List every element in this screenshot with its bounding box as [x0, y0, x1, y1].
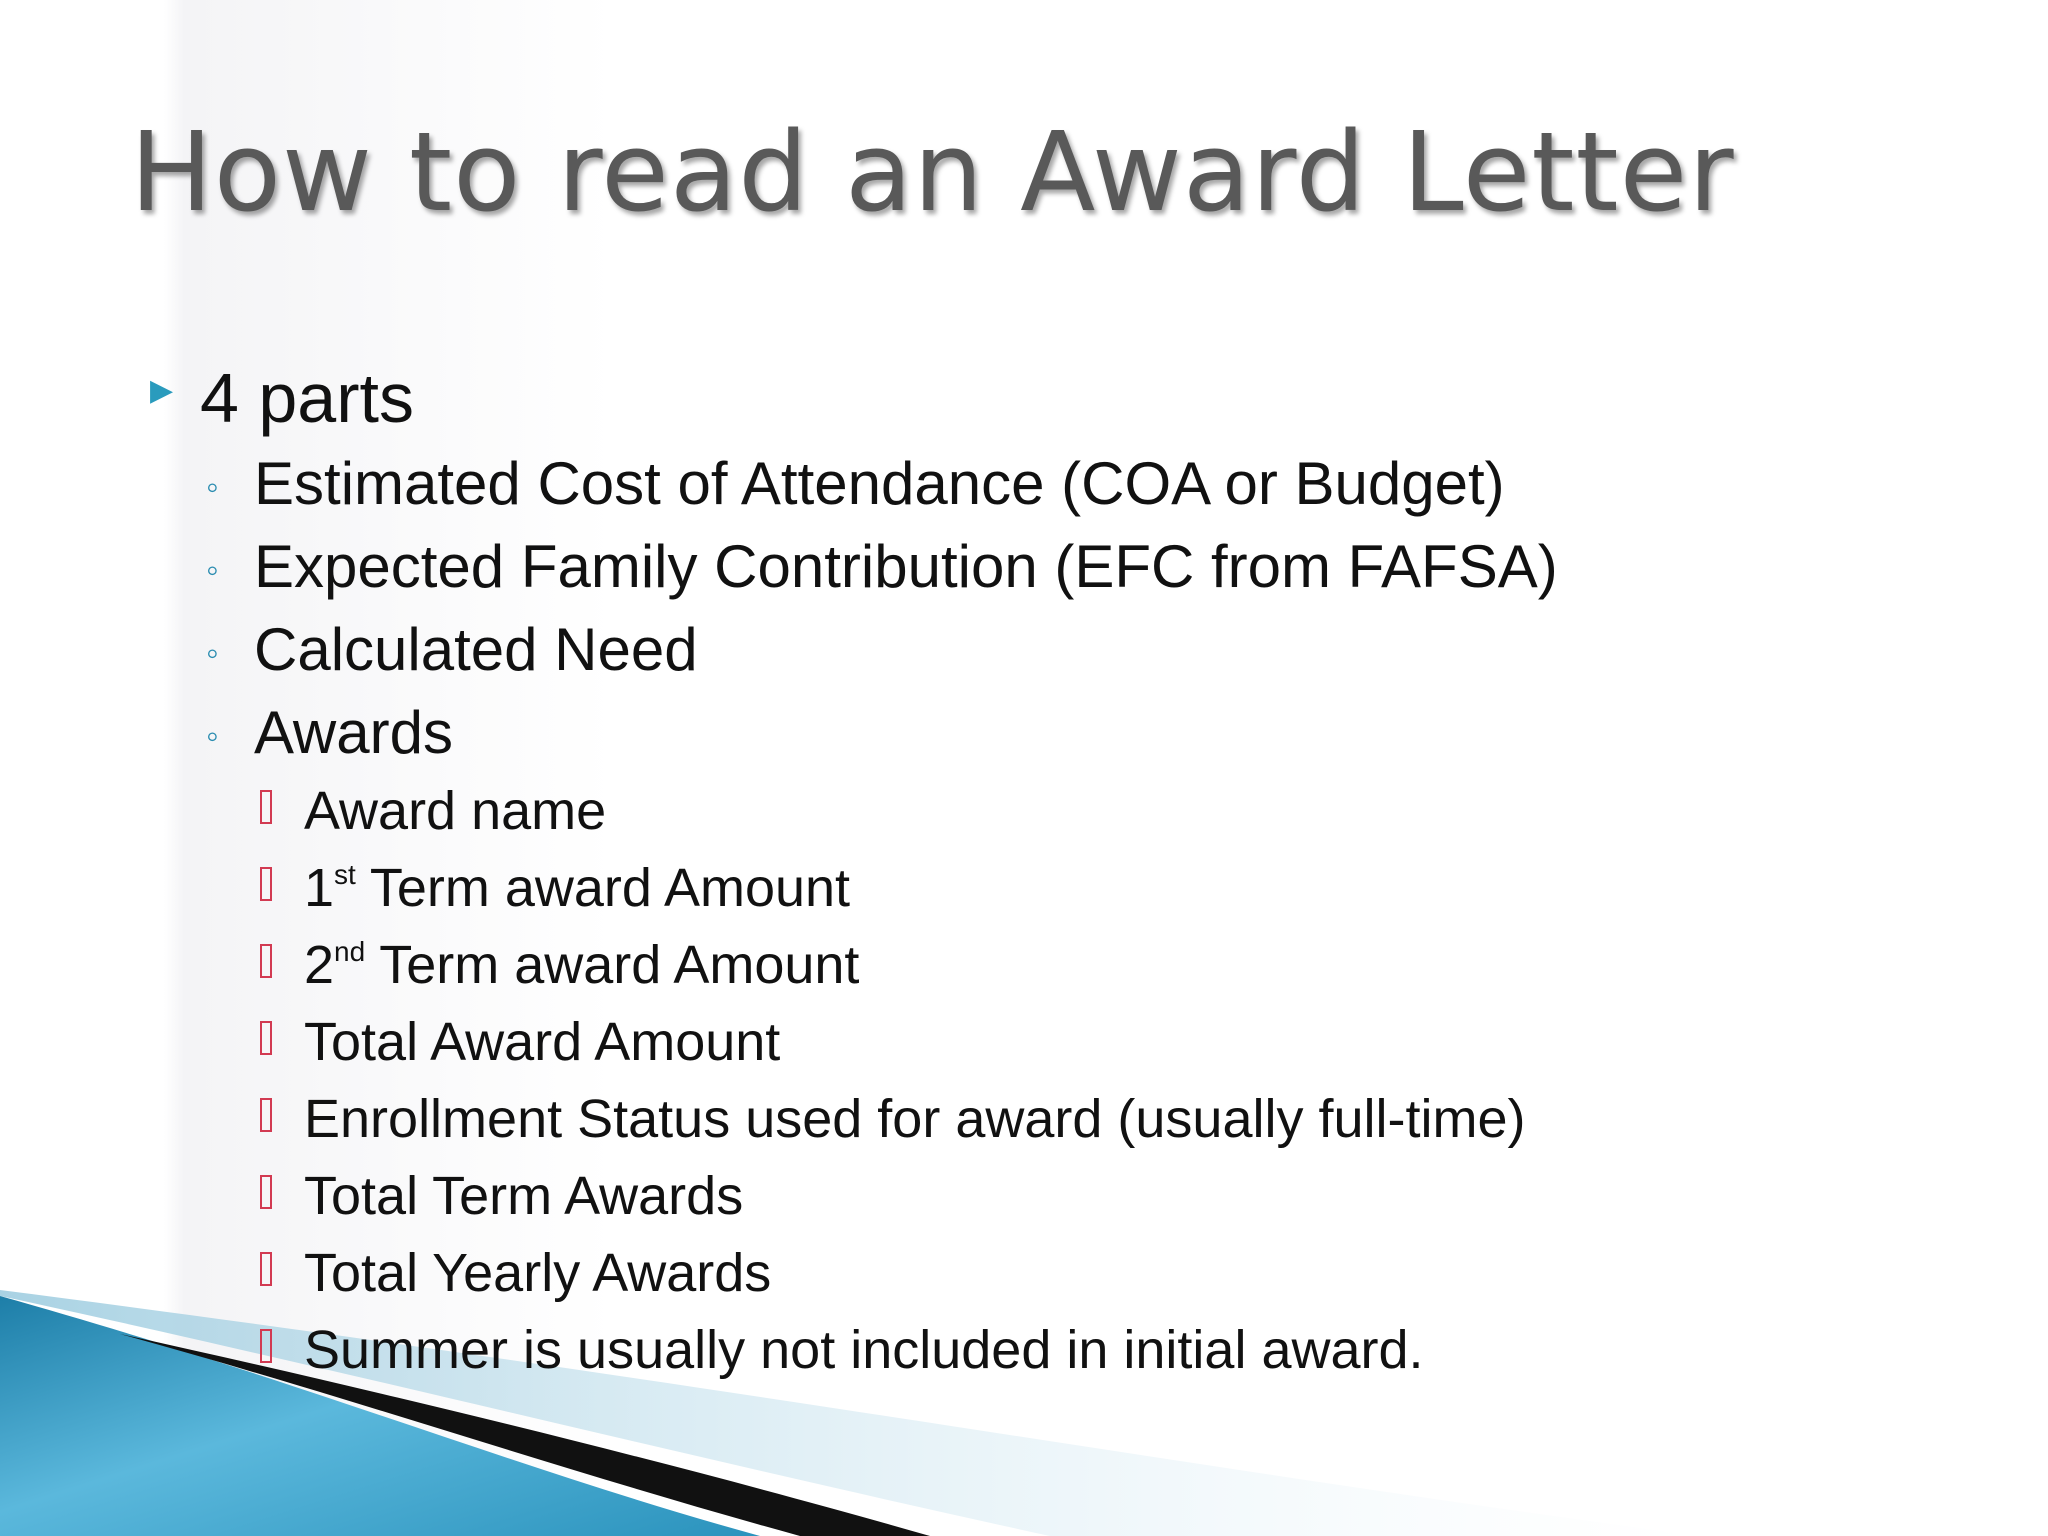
award-detail-item: Total Yearly Awards [304, 1243, 772, 1303]
award-detail-item: Enrollment Status used for award (usually full-time) [304, 1089, 1526, 1149]
hollow-circle-icon: ◦ [206, 715, 219, 756]
part-item: Estimated Cost of Attendance (COA or Budget) [254, 450, 1505, 517]
hollow-circle-icon: ◦ [206, 632, 219, 673]
term-text: Term award Amount [355, 858, 851, 918]
slide-title: How to read an Award Letter [130, 108, 1735, 236]
term-number: 2 [304, 935, 335, 995]
main-point: 4 parts [200, 359, 414, 437]
award-detail-item: Total Award Amount [304, 1012, 781, 1072]
term-text: Term award Amount [365, 935, 860, 995]
award-detail-item: Total Term Awards [304, 1166, 744, 1226]
hollow-circle-icon: ◦ [206, 466, 219, 507]
ordinal-suffix: nd [334, 936, 366, 967]
triangle-right-icon: ▶ [150, 374, 174, 407]
ordinal-suffix: st [334, 859, 356, 890]
hollow-rectangle-icon [260, 1329, 272, 1363]
hollow-circle-icon: ◦ [206, 549, 219, 590]
part-item: Expected Family Contribution (EFC from FAFSA) [254, 533, 1558, 600]
part-item: Calculated Need [254, 616, 698, 683]
award-detail-item: Award name [304, 781, 607, 841]
term-number: 1 [304, 858, 335, 918]
award-detail-item: Summer is usually not included in initial award. [304, 1320, 1424, 1380]
part-item: Awards [254, 699, 453, 766]
